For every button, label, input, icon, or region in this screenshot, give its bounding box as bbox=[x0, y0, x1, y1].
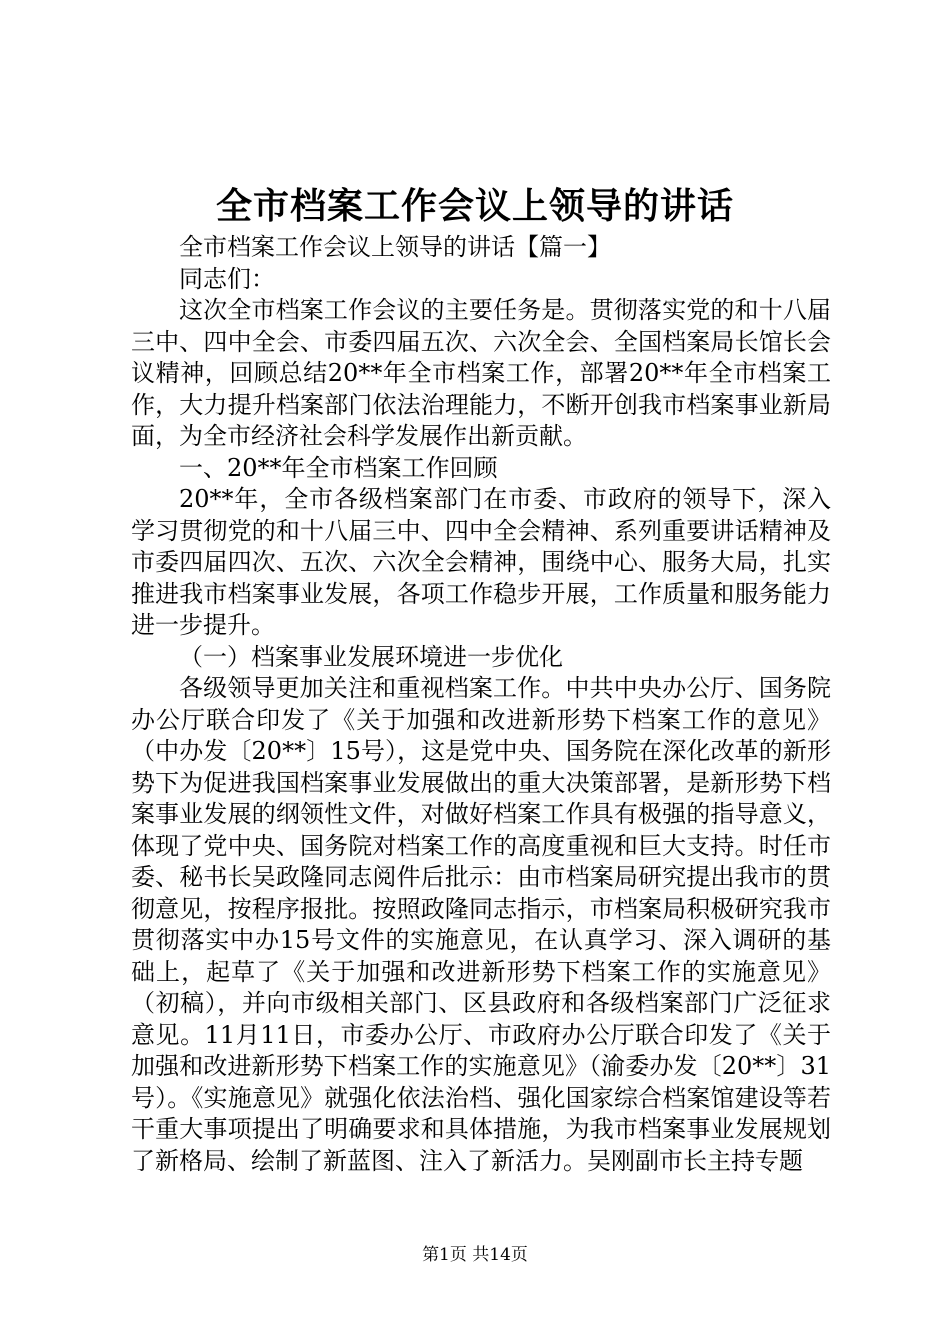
page-footer: 第1页 共14页 bbox=[422, 1245, 528, 1265]
paragraph-intro: 这次全市档案工作会议的主要任务是。贯彻落实党的和十八届三中、四中全会、市委四届五次、六次全会、全国档案局长馆长会议精神，回顾总结20**年全市档案工作，部署20**年全市档案工作，大力提升档案部门依法治理能力，不断开创我市档案事业新局面，为全市经济社会科学发展作出新贡献。 bbox=[131, 296, 831, 450]
subsection-heading: （一）档案事业发展环境进一步优化 bbox=[179, 642, 563, 671]
paragraph-review: 20**年，全市各级档案部门在市委、市政府的领导下，深入学习贯彻党的和十八届三中、四中全会精神、系列重要讲话精神及市委四届四次、五次、六次全会精神，围绕中心、服务大局，扎实推进我市档案事业发展，各项工作稳步开展，工作质量和服务能力进一步提升。 bbox=[131, 485, 831, 639]
document-body bbox=[131, 232, 831, 1177]
section-heading: 一、20**年全市档案工作回顾 bbox=[179, 453, 498, 482]
paragraph-salutation: 同志们： bbox=[179, 264, 275, 293]
paragraph-heading: 全市档案工作会议上领导的讲话【篇一】 bbox=[179, 233, 611, 261]
document-title: 全市档案工作会议上领导的讲话 bbox=[215, 185, 734, 227]
paragraph-detail: 各级领导更加关注和重视档案工作。中共中央办公厅、国务院办公厅联合印发了《关于加强和改进新形势下档案工作的意见》（中办发〔20**〕15号），这是党中央、国务院在深化改革的新形势下为促进我国档案事业发展做出的重大决策部署，是新形势下档案事业发展的纲领性文件，对做好档案工作具有极强的指导意义，体现了党中央、国务院对档案工作的高度重视和巨大支持。时任市委、秘书长吴政隆同志阅件后批示：由市档案局研究提出我市的贯彻意见，按程序报批。按照政隆同志指示，市档案局积极研究我市贯彻落实中办15号文件的实施意见，在认真学习、深入调研的基础上，起草了《关于加强和改进新形势下档案工作的实施意见》（初稿），并向市级相关部门、区县政府和各级档案部门广泛征求意见。11月11日，市委办公厅、市政府办公厅联合印发了《关于加强和改进新形势下档案工作的实施意见》（渝委办发〔20**〕31号）。《实施意见》就强化依法治档、强化国家综合档案馆建设等若干重大事项提出了明确要求和具体措施，为我市档案事业发展规划了新格局、绘制了新蓝图、注入了新活力。吴刚副市长主持专题 bbox=[131, 674, 831, 1175]
